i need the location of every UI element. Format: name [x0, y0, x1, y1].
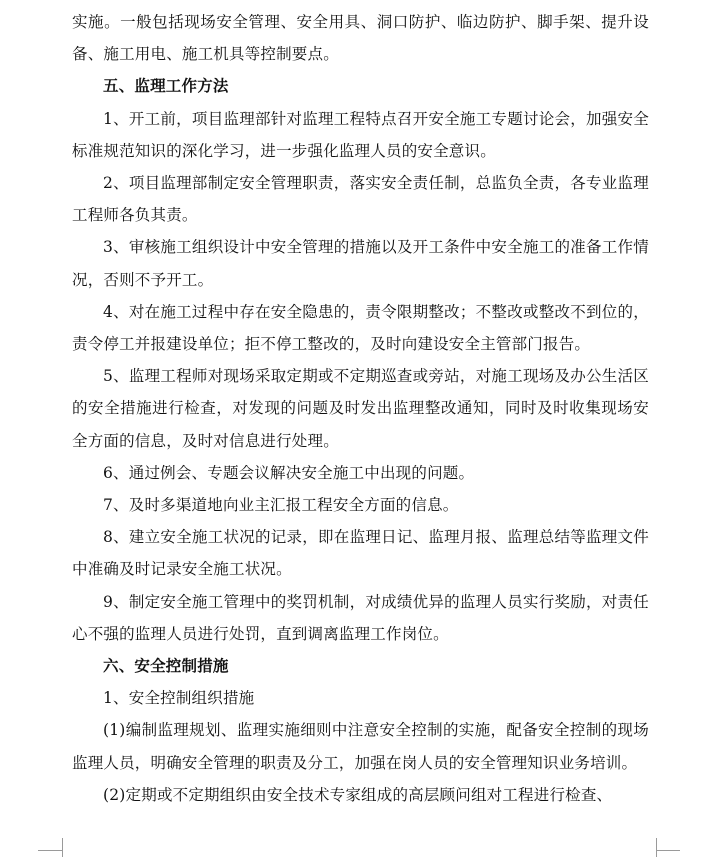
measure-item-2: (2)定期或不定期组织由安全技术专家组成的高层顾问组对工程进行检查、	[103, 785, 613, 804]
section-heading-5: 五、监理工作方法	[103, 77, 229, 96]
crop-mark-bottom-right-vertical	[656, 838, 657, 857]
crop-mark-bottom-right-horizontal	[656, 850, 680, 851]
section-heading-6: 六、安全控制措施	[103, 657, 229, 676]
para-continuation: 实施。一般包括现场安全管理、安全用具、洞口防护、临边防护、脚手架、提升设备、施工用电、施工机具等控制要点。	[72, 13, 649, 64]
document-body	[72, 6, 649, 811]
crop-mark-bottom-left-vertical	[62, 838, 63, 857]
method-item-9: 9、制定安全施工管理中的奖罚机制，对成绩优异的监理人员实行奖励，对责任心不强的监理人员进行处罚，直到调离监理工作岗位。	[72, 592, 649, 643]
method-item-2: 2、项目监理部制定安全管理职责，落实安全责任制，总监负全责，各专业监理工程师各负其责。	[72, 174, 649, 225]
method-item-5: 5、监理工程师对现场采取定期或不定期巡查或旁站，对施工现场及办公生活区的安全措施进行检查，对发现的问题及时发出监理整改通知，同时及时收集现场安全方面的信息，及时对信息进行处理。	[72, 367, 649, 450]
crop-mark-bottom-left-horizontal	[38, 850, 62, 851]
subsection-heading-1: 1、安全控制组织措施	[103, 689, 255, 708]
method-item-1: 1、开工前，项目监理部针对监理工程特点召开安全施工专题讨论会，加强安全标准规范知识的深化学习，进一步强化监理人员的安全意识。	[72, 109, 649, 160]
method-item-6: 6、通过例会、专题会议解决安全施工中出现的问题。	[103, 463, 475, 482]
method-item-4: 4、对在施工过程中存在安全隐患的，责令限期整改；不整改或整改不到位的，责令停工并报建设单位；拒不停工整改的，及时向建设安全主管部门报告。	[72, 302, 649, 354]
method-item-7: 7、及时多渠道地向业主汇报工程安全方面的信息。	[103, 496, 459, 515]
method-item-3: 3、审核施工组织设计中安全管理的措施以及开工条件中安全施工的准备工作情况，否则不予开工。	[72, 238, 649, 289]
method-item-8: 8、建立安全施工状况的记录，即在监理日记、监理月报、监理总结等监理文件中准确及时记录安全施工状况。	[72, 528, 649, 579]
measure-item-1: (1)编制监理规划、监理实施细则中注意安全控制的实施，配备安全控制的现场监理人员，明确安全管理的职责及分工，加强在岗人员的安全管理知识业务培训。	[72, 721, 649, 772]
